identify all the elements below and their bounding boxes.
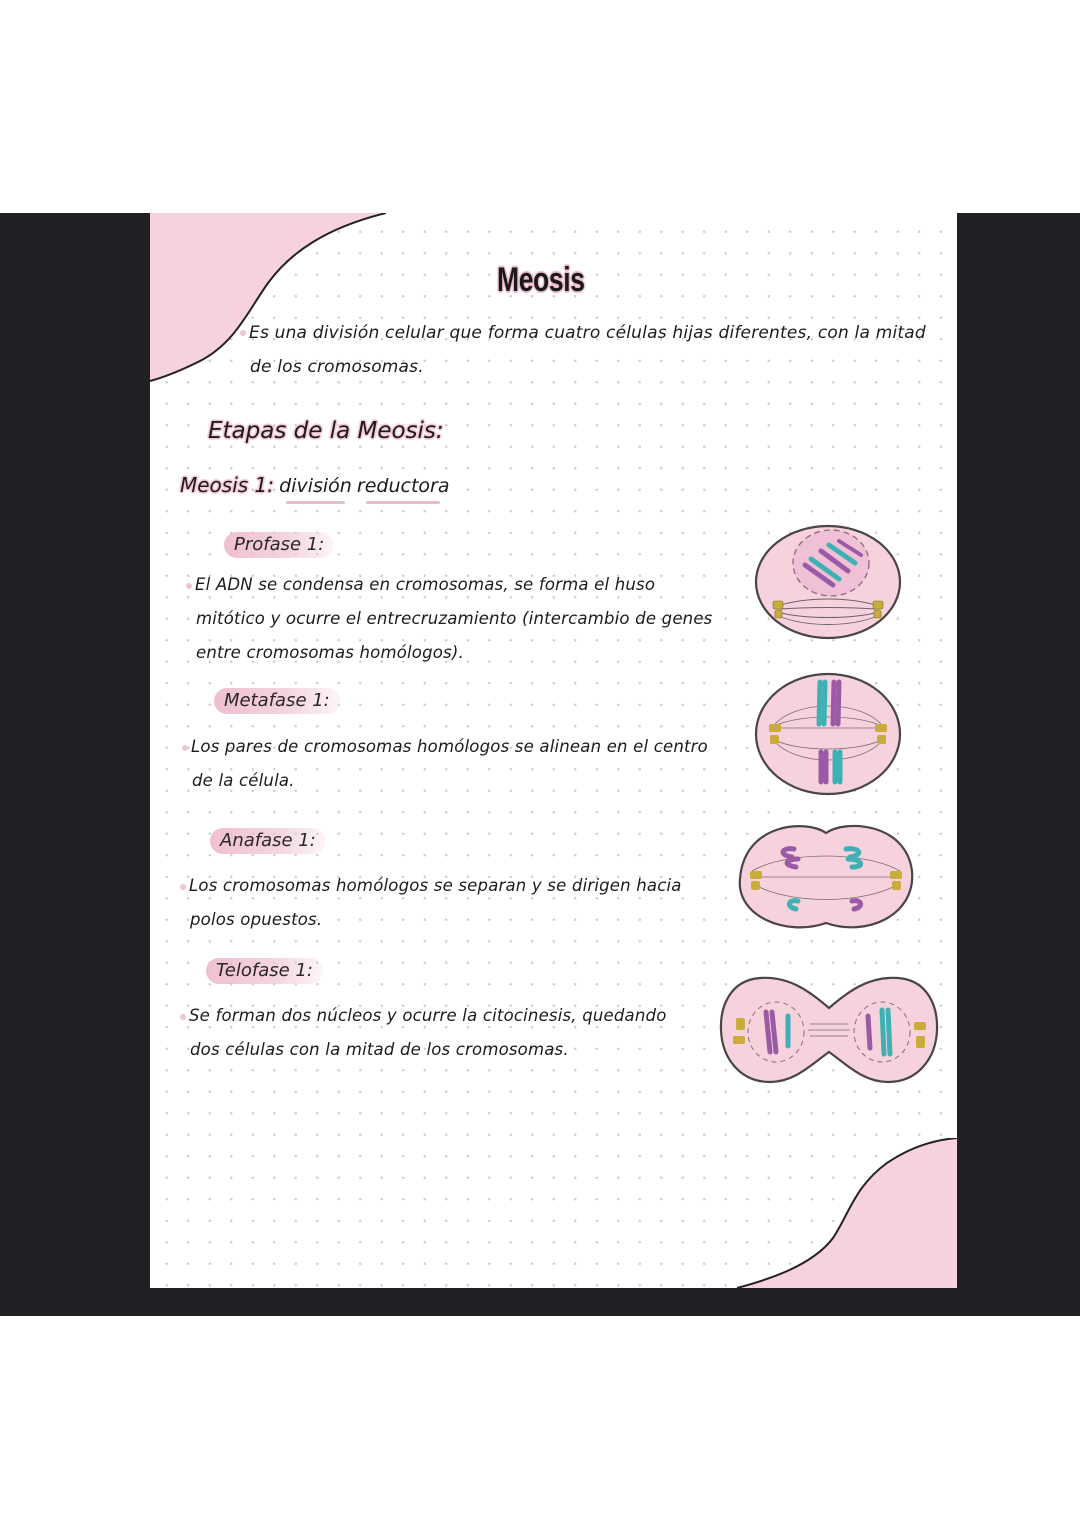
intro-line-1 xyxy=(240,316,926,350)
phase-label-profase: Profase 1: xyxy=(224,532,334,558)
prophase-cell-icon xyxy=(753,523,903,641)
bullet-icon xyxy=(180,1014,186,1020)
telofase-line-2: dos células con la mitad de los cromosomas. xyxy=(190,1040,569,1059)
subsection-word-reductora: reductora xyxy=(356,475,450,497)
metafase-line-2: de la célula. xyxy=(192,771,295,790)
phase-text-metafase xyxy=(182,730,708,798)
phase-label-metafase: Metafase 1: xyxy=(214,688,340,714)
section-heading: Etapas de la Meosis: xyxy=(208,418,444,444)
anaphase-cell-icon xyxy=(736,821,916,937)
metaphase-cell-icon xyxy=(753,670,903,798)
telofase-text-1: Se forman dos núcleos y ocurre la citocinesis, quedando xyxy=(189,1006,667,1025)
bullet-icon xyxy=(186,583,192,589)
profase-line-1 xyxy=(186,568,712,602)
phase-label-telofase: Telofase 1: xyxy=(206,958,323,984)
intro-text-1: Es una división celular que forma cuatro células hijas diferentes, con la mitad xyxy=(249,323,926,343)
metafase-text-1: Los pares de cromosomas homólogos se alinean en el centro xyxy=(191,737,708,756)
corner-wave-bottom-right-decoration xyxy=(737,1138,957,1288)
page-title: Meosis xyxy=(497,261,585,299)
subsection-heading xyxy=(180,473,450,497)
profase-text-1: El ADN se condensa en cromosomas, se forma el huso xyxy=(195,575,656,594)
anafase-line-2: polos opuestos. xyxy=(190,910,323,929)
notes-page xyxy=(150,213,957,1288)
bullet-icon xyxy=(180,884,186,890)
phase-label-anafase: Anafase 1: xyxy=(210,828,326,854)
intro-line-2: de los cromosomas. xyxy=(250,357,424,377)
profase-line-3: entre cromosomas homólogos). xyxy=(196,643,464,662)
profase-line-2: mitótico y ocurre el entrecruzamiento (intercambio de genes xyxy=(196,609,713,628)
intro-paragraph xyxy=(240,316,926,384)
subsection-word-division: división xyxy=(279,475,352,497)
telophase-cell-icon xyxy=(718,972,940,1086)
bullet-icon xyxy=(240,330,246,336)
phase-text-telofase xyxy=(180,999,667,1067)
bullet-icon xyxy=(182,745,188,751)
metafase-line-1 xyxy=(182,730,708,764)
subsection-label: Meosis 1: xyxy=(180,473,275,497)
phase-text-profase xyxy=(186,568,712,670)
phase-text-anafase xyxy=(180,869,682,937)
anafase-line-1 xyxy=(180,869,682,903)
anafase-text-1: Los cromosomas homólogos se separan y se dirigen hacia xyxy=(189,876,682,895)
telofase-line-1 xyxy=(180,999,667,1033)
